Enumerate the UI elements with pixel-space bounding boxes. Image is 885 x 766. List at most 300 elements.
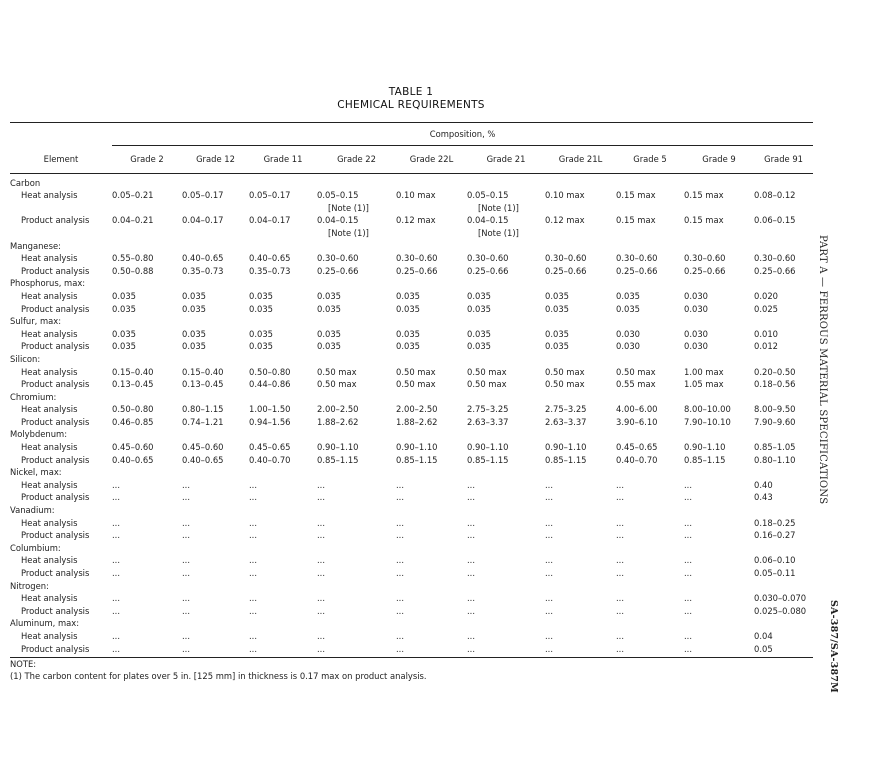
table-cell [249, 504, 317, 517]
analysis-label: Heat analysis [21, 328, 78, 339]
table-cell [684, 517, 754, 530]
table-cell [396, 277, 467, 290]
table-row [10, 479, 813, 492]
table-cell [317, 592, 396, 605]
part-side-label-text: PART A — FERROUS MATERIAL SPECIFICATIONS [817, 235, 828, 505]
cell-value: ... [684, 517, 692, 528]
table-cell [754, 353, 813, 366]
table-cell [182, 315, 249, 328]
table-cell [317, 466, 396, 479]
table-cell [545, 643, 616, 658]
cell-value: 0.90–1.10 [317, 442, 359, 453]
cell-value: 0.10 max [396, 190, 436, 201]
element-group-row [10, 617, 813, 630]
analysis-label: Product analysis [21, 265, 90, 276]
analysis-label: Heat analysis [21, 190, 78, 201]
cell-value: ... [684, 479, 692, 490]
grade-header: Grade 11 [249, 146, 317, 174]
table-row [10, 328, 813, 341]
cell-value: ... [545, 492, 553, 503]
cell-value: ... [249, 643, 257, 654]
cell-value: ... [616, 630, 624, 641]
table-cell [396, 303, 467, 316]
cell-value: ... [317, 605, 325, 616]
table-row [10, 378, 813, 391]
table-row [10, 366, 813, 379]
table-cell [545, 252, 616, 265]
table-cell [182, 466, 249, 479]
table-cell [616, 605, 684, 618]
cell-value: ... [112, 517, 120, 528]
table-header-row-grades [10, 146, 813, 174]
cell-value: ... [317, 479, 325, 490]
table-cell [684, 277, 754, 290]
cell-value: 0.50–0.88 [112, 265, 154, 276]
table-cell [317, 173, 396, 189]
table-cell [112, 617, 182, 630]
analysis-label: Heat analysis [21, 290, 78, 301]
cell-value: ... [249, 492, 257, 503]
cell-value: 0.80–1.15 [182, 404, 224, 415]
table-row [10, 554, 813, 567]
table-cell [396, 554, 467, 567]
analysis-label: Product analysis [21, 303, 90, 314]
table-cell [112, 416, 182, 429]
table-cell [249, 353, 317, 366]
cell-value: ... [249, 568, 257, 578]
cell-value: ... [396, 630, 404, 641]
table-cell [182, 542, 249, 555]
table-cell [396, 416, 467, 429]
table-cell [317, 454, 396, 467]
table-cell [396, 391, 467, 404]
cell-value: 0.25–0.66 [545, 265, 587, 276]
cell-value: 0.035 [396, 328, 420, 339]
table-cell [616, 265, 684, 278]
cell-value: 0.04–0.15 [467, 215, 509, 226]
table-cell [616, 189, 684, 214]
cell-value: 0.85–1.15 [317, 454, 359, 465]
cell-value: ... [317, 568, 325, 578]
table-cell [249, 630, 317, 643]
table-cell [545, 189, 616, 214]
table-cell [545, 240, 616, 253]
cell-value: ... [684, 630, 692, 641]
cell-value: 0.40–0.65 [112, 454, 154, 465]
cell-value: ... [616, 605, 624, 616]
analysis-label: Product analysis [21, 416, 90, 427]
table-cell [396, 252, 467, 265]
composition-header: Composition, % [112, 123, 813, 146]
cell-value: 0.04–0.17 [182, 215, 224, 226]
cell-value: 0.50 max [545, 379, 585, 390]
cell-value: 8.00–10.00 [684, 404, 731, 415]
cell-value: 1.00 max [684, 366, 724, 377]
cell-value: ... [317, 630, 325, 641]
table-cell [467, 454, 545, 467]
cell-footnote-ref: [Note (1)] [328, 227, 369, 238]
table-cell [616, 643, 684, 658]
table-cell [317, 580, 396, 593]
cell-value: ... [467, 479, 475, 490]
cell-value: 0.035 [616, 303, 640, 314]
table-cell [182, 328, 249, 341]
table-cell [112, 366, 182, 379]
cell-value: 0.030 [616, 328, 640, 339]
table-cell [396, 214, 467, 239]
table-cell [249, 592, 317, 605]
cell-value: 0.55–0.80 [112, 253, 154, 264]
cell-value: 0.035 [182, 328, 206, 339]
table-cell [467, 643, 545, 658]
table-cell [754, 240, 813, 253]
table-cell [112, 580, 182, 593]
table-cell [616, 366, 684, 379]
cell-value: 0.15 max [616, 190, 656, 201]
cell-value: 0.08–0.12 [754, 190, 796, 201]
table-cell [317, 504, 396, 517]
table-row [10, 643, 813, 658]
table-cell [182, 554, 249, 567]
table-cell [545, 277, 616, 290]
table-cell [545, 504, 616, 517]
table-cell [754, 643, 813, 658]
cell-value: 0.40–0.65 [182, 253, 224, 264]
table-cell [616, 240, 684, 253]
cell-value: 0.035 [396, 341, 420, 352]
cell-value: 0.05–0.11 [754, 568, 796, 578]
table-cell [396, 378, 467, 391]
table-cell [684, 391, 754, 404]
cell-value: ... [182, 605, 190, 616]
element-group-row [10, 277, 813, 290]
analysis-label: Product analysis [21, 379, 90, 390]
table-cell [396, 454, 467, 467]
table-row [10, 529, 813, 542]
table-cell [317, 491, 396, 504]
cell-value: 0.025 [754, 303, 778, 314]
table-cell [182, 630, 249, 643]
cell-value: ... [684, 530, 692, 541]
table-cell [317, 214, 396, 239]
cell-value: 0.035 [182, 341, 206, 352]
table-cell [684, 353, 754, 366]
cell-value: 0.30–0.60 [684, 253, 726, 264]
table-cell [249, 529, 317, 542]
table-cell [182, 403, 249, 416]
table-cell [467, 328, 545, 341]
table-cell [112, 529, 182, 542]
table-cell [754, 252, 813, 265]
table-cell [754, 315, 813, 328]
table-cell [684, 592, 754, 605]
table-cell [249, 491, 317, 504]
element-name: Aluminum, max: [10, 618, 80, 629]
table-cell [249, 441, 317, 454]
cell-value: 0.50 max [317, 366, 357, 377]
table-cell [616, 378, 684, 391]
cell-value: 0.04–0.21 [112, 215, 154, 226]
table-cell [317, 403, 396, 416]
table-cell [112, 277, 182, 290]
table-row [10, 567, 813, 580]
cell-value: 0.25–0.66 [317, 265, 359, 276]
table-cell [616, 173, 684, 189]
cell-value: ... [396, 643, 404, 654]
table-cell [754, 454, 813, 467]
table-cell [317, 428, 396, 441]
table-cell [616, 290, 684, 303]
cell-value: ... [112, 492, 120, 503]
element-name: Sulfur, max: [10, 316, 62, 327]
table-cell [616, 214, 684, 239]
table-cell [754, 328, 813, 341]
cell-value: 0.80–1.10 [754, 454, 796, 465]
table-cell [545, 265, 616, 278]
table-cell [249, 554, 317, 567]
table-cell [684, 441, 754, 454]
cell-value: ... [112, 479, 120, 490]
table-cell [182, 580, 249, 593]
cell-value: ... [396, 555, 404, 566]
cell-value: ... [616, 492, 624, 503]
table-cell [182, 454, 249, 467]
table-cell [545, 391, 616, 404]
table-cell [249, 643, 317, 658]
table-row [10, 517, 813, 530]
cell-value: ... [467, 517, 475, 528]
table-cell [545, 554, 616, 567]
cell-value: ... [249, 593, 257, 604]
cell-value: 0.10 max [545, 190, 585, 201]
table-cell [545, 542, 616, 555]
table-cell [684, 366, 754, 379]
table-cell [545, 630, 616, 643]
table-cell [616, 617, 684, 630]
cell-value: 0.035 [317, 328, 341, 339]
table-cell [754, 378, 813, 391]
cell-value: ... [545, 517, 553, 528]
cell-value: 2.00–2.50 [317, 404, 359, 415]
table-cell [754, 303, 813, 316]
table-cell [112, 328, 182, 341]
analysis-label: Heat analysis [21, 630, 78, 641]
table-cell [182, 643, 249, 658]
cell-value: ... [684, 593, 692, 604]
analysis-label: Heat analysis [21, 517, 78, 528]
cell-value: 2.75–3.25 [545, 404, 587, 415]
table-cell [616, 315, 684, 328]
table-cell [754, 567, 813, 580]
cell-value: ... [249, 517, 257, 528]
grade-header: Grade 22L [396, 146, 467, 174]
table-cell [182, 491, 249, 504]
table-cell [754, 529, 813, 542]
table-cell [467, 340, 545, 353]
table-cell [616, 416, 684, 429]
table-cell [684, 416, 754, 429]
table-cell [616, 391, 684, 404]
cell-value: 0.035 [249, 290, 273, 301]
cell-value: 3.90–6.10 [616, 416, 658, 427]
table-cell [249, 542, 317, 555]
table-cell [684, 303, 754, 316]
cell-value: 0.45–0.65 [616, 442, 658, 453]
cell-value: ... [467, 630, 475, 641]
table-row [10, 491, 813, 504]
table-cell [249, 567, 317, 580]
table-cell [182, 290, 249, 303]
cell-value: ... [112, 643, 120, 654]
cell-value: 0.40–0.70 [249, 454, 291, 465]
cell-value: ... [112, 555, 120, 566]
cell-value: ... [317, 643, 325, 654]
table-cell [182, 416, 249, 429]
table-cell [545, 366, 616, 379]
table-cell [545, 617, 616, 630]
cell-value: 0.30–0.60 [317, 253, 359, 264]
table-cell [684, 466, 754, 479]
table-cell [317, 340, 396, 353]
cell-value: 0.90–1.10 [396, 442, 438, 453]
table-cell [684, 605, 754, 618]
table-cell [182, 529, 249, 542]
table-cell [249, 428, 317, 441]
table-cell [396, 428, 467, 441]
table-cell [182, 378, 249, 391]
table-cell [684, 340, 754, 353]
table-cell [112, 542, 182, 555]
table-cell [616, 630, 684, 643]
cell-value: ... [182, 568, 190, 578]
table-cell [112, 491, 182, 504]
cell-value: ... [467, 568, 475, 578]
analysis-label: Product analysis [21, 341, 90, 352]
table-cell [317, 328, 396, 341]
table-cell [754, 554, 813, 567]
cell-value: ... [684, 568, 692, 578]
table-cell [182, 366, 249, 379]
cell-value: 0.025–0.080 [754, 605, 807, 616]
table-cell [182, 340, 249, 353]
element-group-row [10, 542, 813, 555]
table-cell [545, 580, 616, 593]
note-text: (1) The carbon content for plates over 5 in. [125 mm] in thickness is 0.17 max on product analysis. [10, 671, 427, 681]
table-cell [396, 290, 467, 303]
cell-value: 0.50 max [545, 366, 585, 377]
table-cell [317, 378, 396, 391]
cell-value: 0.12 max [396, 215, 436, 226]
table-cell [249, 214, 317, 239]
table-row [10, 189, 813, 214]
table-cell [112, 189, 182, 214]
table-cell [616, 328, 684, 341]
cell-value: 8.00–9.50 [754, 404, 796, 415]
table-cell [467, 466, 545, 479]
cell-value: ... [112, 605, 120, 616]
element-name: Silicon: [10, 353, 41, 364]
cell-value: 0.035 [182, 303, 206, 314]
table-cell [396, 517, 467, 530]
cell-value: 0.40–0.65 [182, 454, 224, 465]
table-cell [396, 441, 467, 454]
table-cell [684, 479, 754, 492]
table-cell [616, 504, 684, 517]
table-cell [317, 391, 396, 404]
grade-header: Grade 91 [754, 146, 813, 174]
table-cell [754, 366, 813, 379]
cell-value: 0.04–0.15 [317, 215, 359, 226]
table-cell [112, 504, 182, 517]
table-cell [317, 441, 396, 454]
cell-value: 0.15 max [684, 215, 724, 226]
cell-value: 0.05–0.15 [317, 190, 359, 201]
cell-value: 0.50 max [467, 379, 507, 390]
table-cell [467, 567, 545, 580]
table-cell [182, 605, 249, 618]
table-cell [396, 504, 467, 517]
cell-value: 1.00–1.50 [249, 404, 291, 415]
cell-value: 0.50 max [396, 379, 436, 390]
cell-value: 0.04 [754, 630, 773, 641]
cell-value: ... [467, 530, 475, 541]
table-cell [684, 173, 754, 189]
table-header-row-composition [10, 123, 813, 146]
cell-value: ... [396, 593, 404, 604]
cell-value: ... [616, 530, 624, 541]
cell-value: 0.020 [754, 290, 778, 301]
table-cell [182, 592, 249, 605]
cell-value: 0.035 [545, 290, 569, 301]
cell-value: 0.25–0.66 [467, 265, 509, 276]
table-cell [616, 542, 684, 555]
cell-value: 7.90–9.60 [754, 416, 796, 427]
table-cell [684, 542, 754, 555]
table-row [10, 214, 813, 239]
grade-header: Grade 12 [182, 146, 249, 174]
table-cell [317, 605, 396, 618]
table-cell [684, 630, 754, 643]
table-cell [616, 441, 684, 454]
cell-value: 2.63–3.37 [545, 416, 587, 427]
cell-value: ... [684, 605, 692, 616]
table-cell [684, 378, 754, 391]
table-cell [249, 265, 317, 278]
cell-value: 0.40 [754, 479, 773, 490]
table-cell [467, 479, 545, 492]
table-cell [182, 517, 249, 530]
table-cell [754, 605, 813, 618]
table-cell [684, 265, 754, 278]
table-cell [182, 617, 249, 630]
cell-value: 0.012 [754, 341, 778, 352]
element-name: Molybdenum: [10, 429, 68, 440]
table-cell [467, 252, 545, 265]
cell-value: ... [182, 630, 190, 641]
cell-value: 0.85–1.15 [684, 454, 726, 465]
cell-value: ... [182, 492, 190, 503]
table-cell [112, 554, 182, 567]
cell-value: 0.45–0.60 [112, 442, 154, 453]
cell-value: 0.030–0.070 [754, 593, 807, 604]
cell-value: 0.035 [112, 290, 136, 301]
table-cell [112, 643, 182, 658]
table-cell [754, 491, 813, 504]
cell-value: 0.74–1.21 [182, 416, 224, 427]
table-cell [396, 353, 467, 366]
cell-value: 0.035 [467, 341, 491, 352]
cell-value: 0.18–0.25 [754, 517, 796, 528]
